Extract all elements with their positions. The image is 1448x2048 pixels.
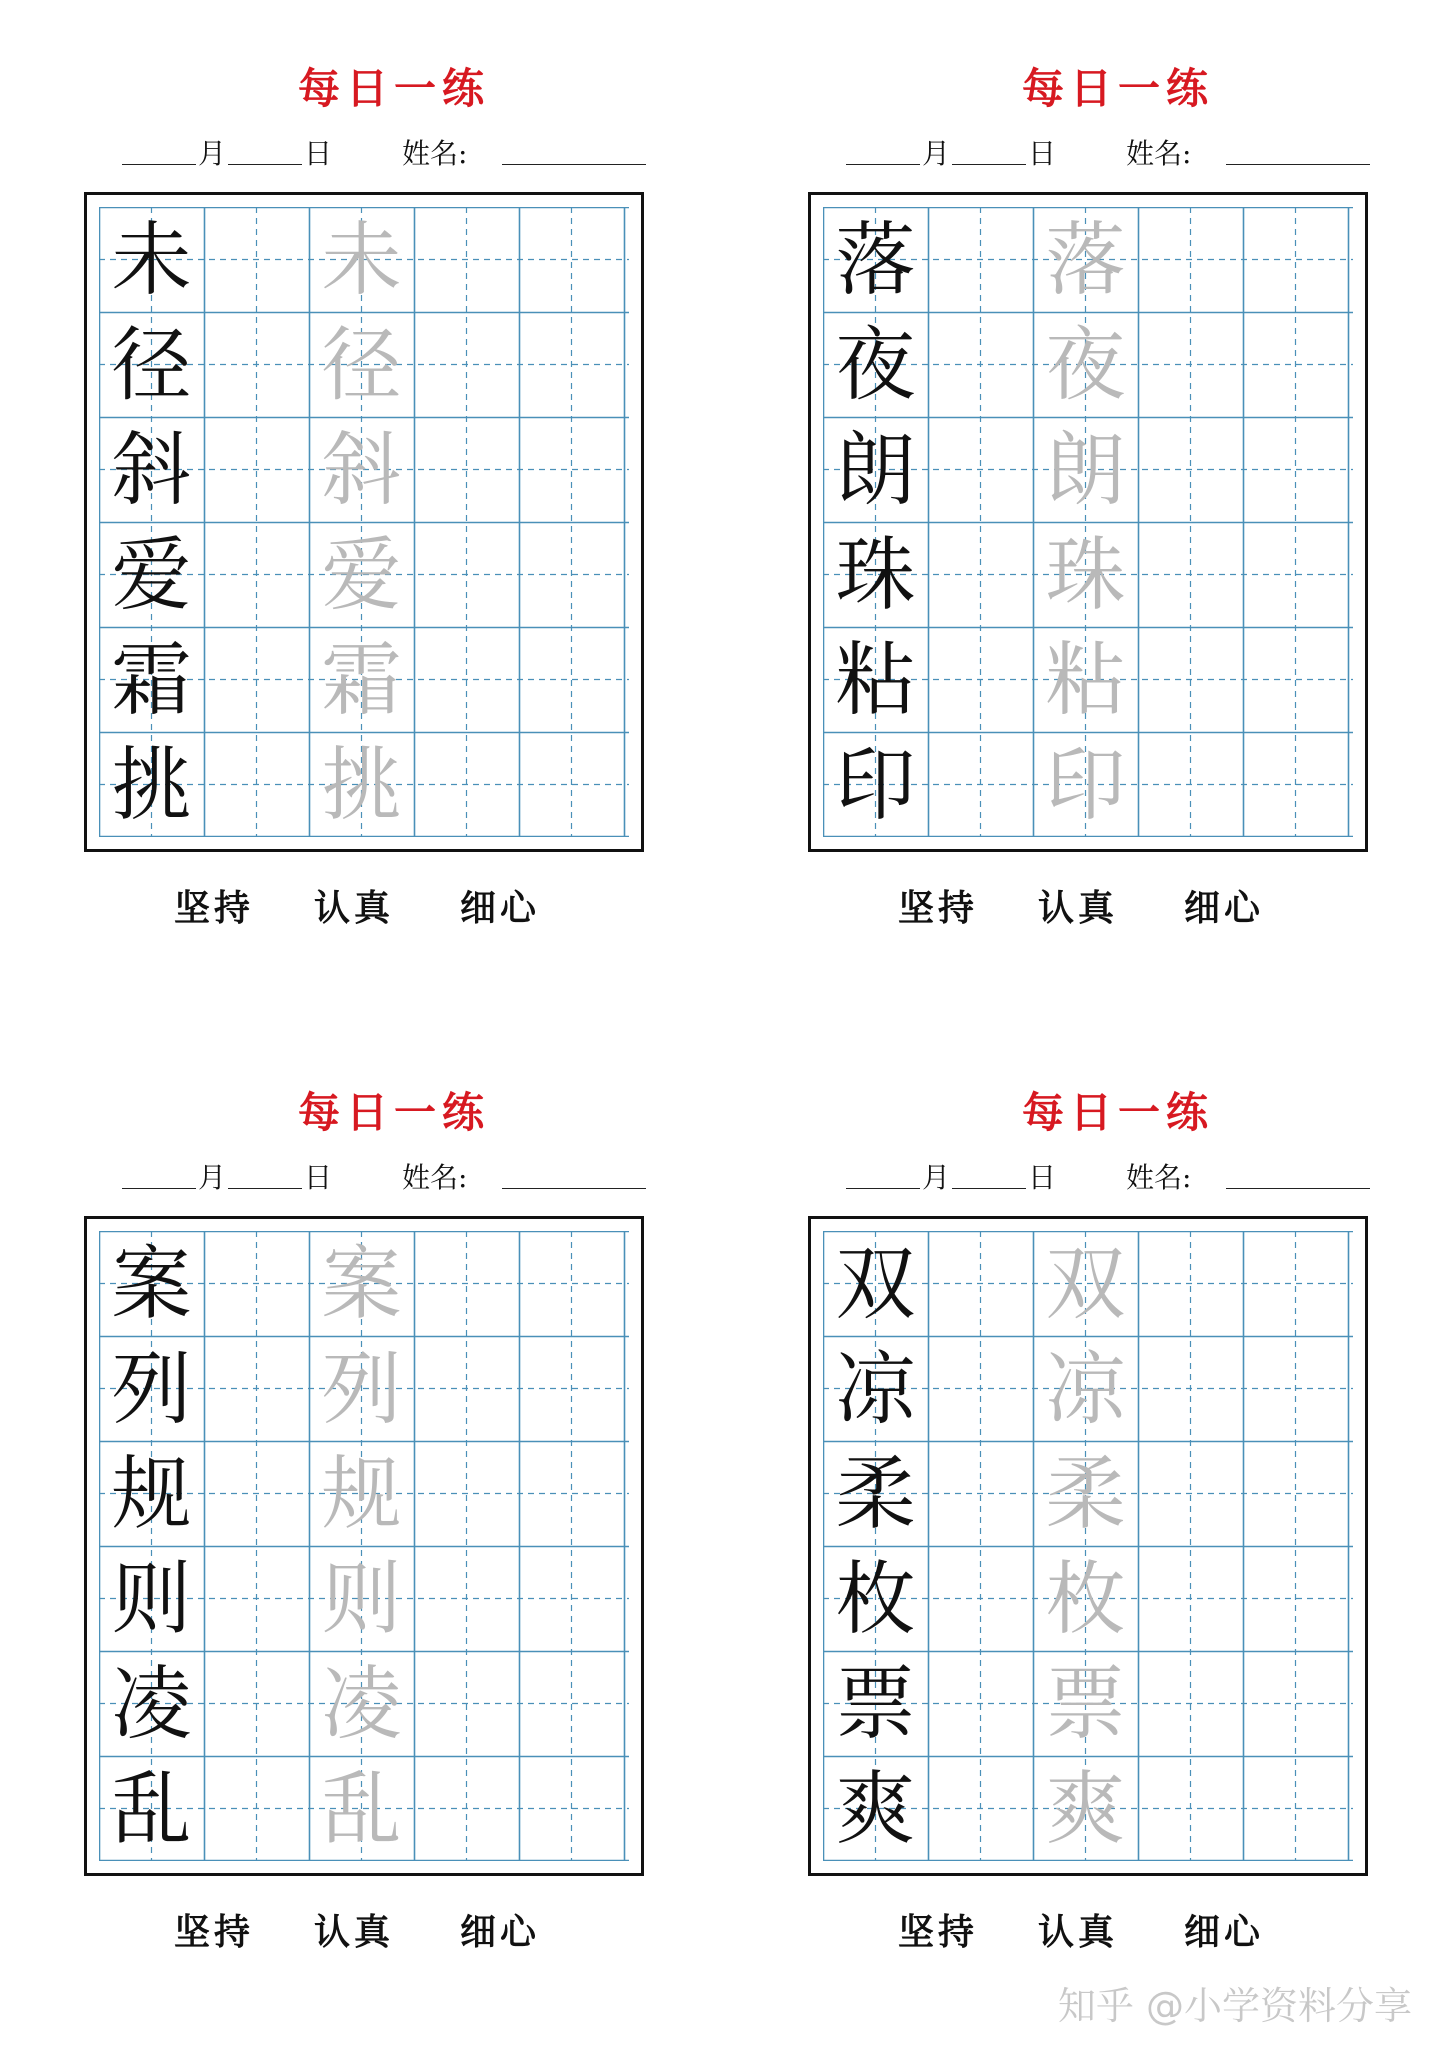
month-blank [846, 1188, 920, 1189]
trace-character: 印 [1045, 738, 1126, 832]
trace-character: 爱 [321, 528, 402, 622]
model-character: 未 [111, 213, 192, 307]
card-header [808, 1156, 1428, 1192]
footer-word-1: 坚持 [174, 887, 255, 929]
trace-character: 案 [321, 1237, 402, 1331]
model-character: 夜 [835, 318, 916, 412]
name-label: 姓名: [402, 1161, 468, 1194]
footer-word-1: 坚持 [174, 1911, 255, 1953]
model-character: 斜 [111, 423, 192, 517]
model-character: 珠 [835, 528, 916, 622]
trace-character: 未 [321, 213, 402, 307]
trace-character: 挑 [321, 738, 402, 832]
day-label: 日 [1028, 137, 1057, 170]
model-character: 乱 [111, 1762, 192, 1856]
practice-card-2 [808, 0, 1428, 929]
card-title: 每日一练 [1021, 1088, 1214, 1137]
model-character: 爱 [111, 528, 192, 622]
trace-character: 乱 [321, 1762, 402, 1856]
trace-character: 票 [1045, 1657, 1126, 1751]
model-character: 规 [111, 1447, 192, 1541]
practice-card-4 [808, 1024, 1428, 1953]
card-title: 每日一练 [1021, 64, 1214, 113]
month-label: 月 [922, 1161, 951, 1194]
day-label: 日 [304, 137, 333, 170]
model-character: 径 [111, 318, 192, 412]
trace-character: 列 [321, 1342, 402, 1436]
trace-character: 粘 [1045, 633, 1126, 727]
name-blank [1226, 1188, 1370, 1189]
model-character: 印 [835, 738, 916, 832]
trace-character: 凌 [321, 1657, 402, 1751]
card-header [84, 1156, 704, 1192]
month-blank [846, 164, 920, 165]
trace-character: 柔 [1045, 1447, 1126, 1541]
name-blank [502, 164, 646, 165]
footer-word-3: 细心 [1184, 887, 1265, 929]
practice-frame [808, 192, 1368, 852]
trace-character: 夜 [1045, 318, 1126, 412]
name-label: 姓名: [1126, 137, 1192, 170]
practice-frame [84, 192, 644, 852]
model-character: 列 [111, 1342, 192, 1436]
card-footer [84, 1904, 704, 1953]
trace-character: 朗 [1045, 423, 1126, 517]
practice-card-1 [84, 0, 704, 929]
name-blank [502, 1188, 646, 1189]
model-character: 柔 [835, 1447, 916, 1541]
day-label: 日 [304, 1161, 333, 1194]
watermark-text: 知乎 @小学资料分享 [1057, 1984, 1412, 2028]
trace-character: 霜 [321, 633, 402, 727]
practice-frame [84, 1216, 644, 1876]
day-label: 日 [1028, 1161, 1057, 1194]
trace-character: 双 [1045, 1237, 1126, 1331]
card-header [808, 132, 1428, 168]
day-blank [952, 164, 1026, 165]
name-label: 姓名: [1126, 1161, 1192, 1194]
trace-character: 凉 [1045, 1342, 1126, 1436]
month-label: 月 [198, 137, 227, 170]
model-character: 落 [835, 213, 916, 307]
month-label: 月 [198, 1161, 227, 1194]
day-blank [228, 164, 302, 165]
month-blank [122, 164, 196, 165]
card-footer [808, 880, 1428, 929]
day-blank [952, 1188, 1026, 1189]
model-character: 枚 [835, 1552, 916, 1646]
practice-card-3 [84, 1024, 704, 1953]
card-title: 每日一练 [297, 64, 490, 113]
card-header [84, 132, 704, 168]
practice-frame [808, 1216, 1368, 1876]
model-character: 票 [835, 1657, 916, 1751]
tianzige-grid [823, 207, 1353, 837]
tianzige-grid [99, 1231, 629, 1861]
footer-word-3: 细心 [460, 887, 541, 929]
footer-word-2: 认真 [314, 887, 395, 929]
trace-character: 珠 [1045, 528, 1126, 622]
trace-character: 规 [321, 1447, 402, 1541]
month-blank [122, 1188, 196, 1189]
name-label: 姓名: [402, 137, 468, 170]
tianzige-grid [823, 1231, 1353, 1861]
trace-character: 斜 [321, 423, 402, 517]
footer-word-3: 细心 [1184, 1911, 1265, 1953]
model-character: 凌 [111, 1657, 192, 1751]
card-footer [808, 1904, 1428, 1953]
model-character: 凉 [835, 1342, 916, 1436]
footer-word-1: 坚持 [898, 1911, 979, 1953]
footer-word-1: 坚持 [898, 887, 979, 929]
model-character: 挑 [111, 738, 192, 832]
model-character: 则 [111, 1552, 192, 1646]
trace-character: 爽 [1045, 1762, 1126, 1856]
tianzige-grid [99, 207, 629, 837]
model-character: 朗 [835, 423, 916, 517]
model-character: 爽 [835, 1762, 916, 1856]
footer-word-2: 认真 [314, 1911, 395, 1953]
month-label: 月 [922, 137, 951, 170]
trace-character: 落 [1045, 213, 1126, 307]
model-character: 粘 [835, 633, 916, 727]
footer-word-3: 细心 [460, 1911, 541, 1953]
card-title: 每日一练 [297, 1088, 490, 1137]
footer-word-2: 认真 [1038, 887, 1119, 929]
model-character: 案 [111, 1237, 192, 1331]
model-character: 双 [835, 1237, 916, 1331]
card-footer [84, 880, 704, 929]
trace-character: 则 [321, 1552, 402, 1646]
day-blank [228, 1188, 302, 1189]
model-character: 霜 [111, 633, 192, 727]
footer-word-2: 认真 [1038, 1911, 1119, 1953]
name-blank [1226, 164, 1370, 165]
trace-character: 径 [321, 318, 402, 412]
trace-character: 枚 [1045, 1552, 1126, 1646]
